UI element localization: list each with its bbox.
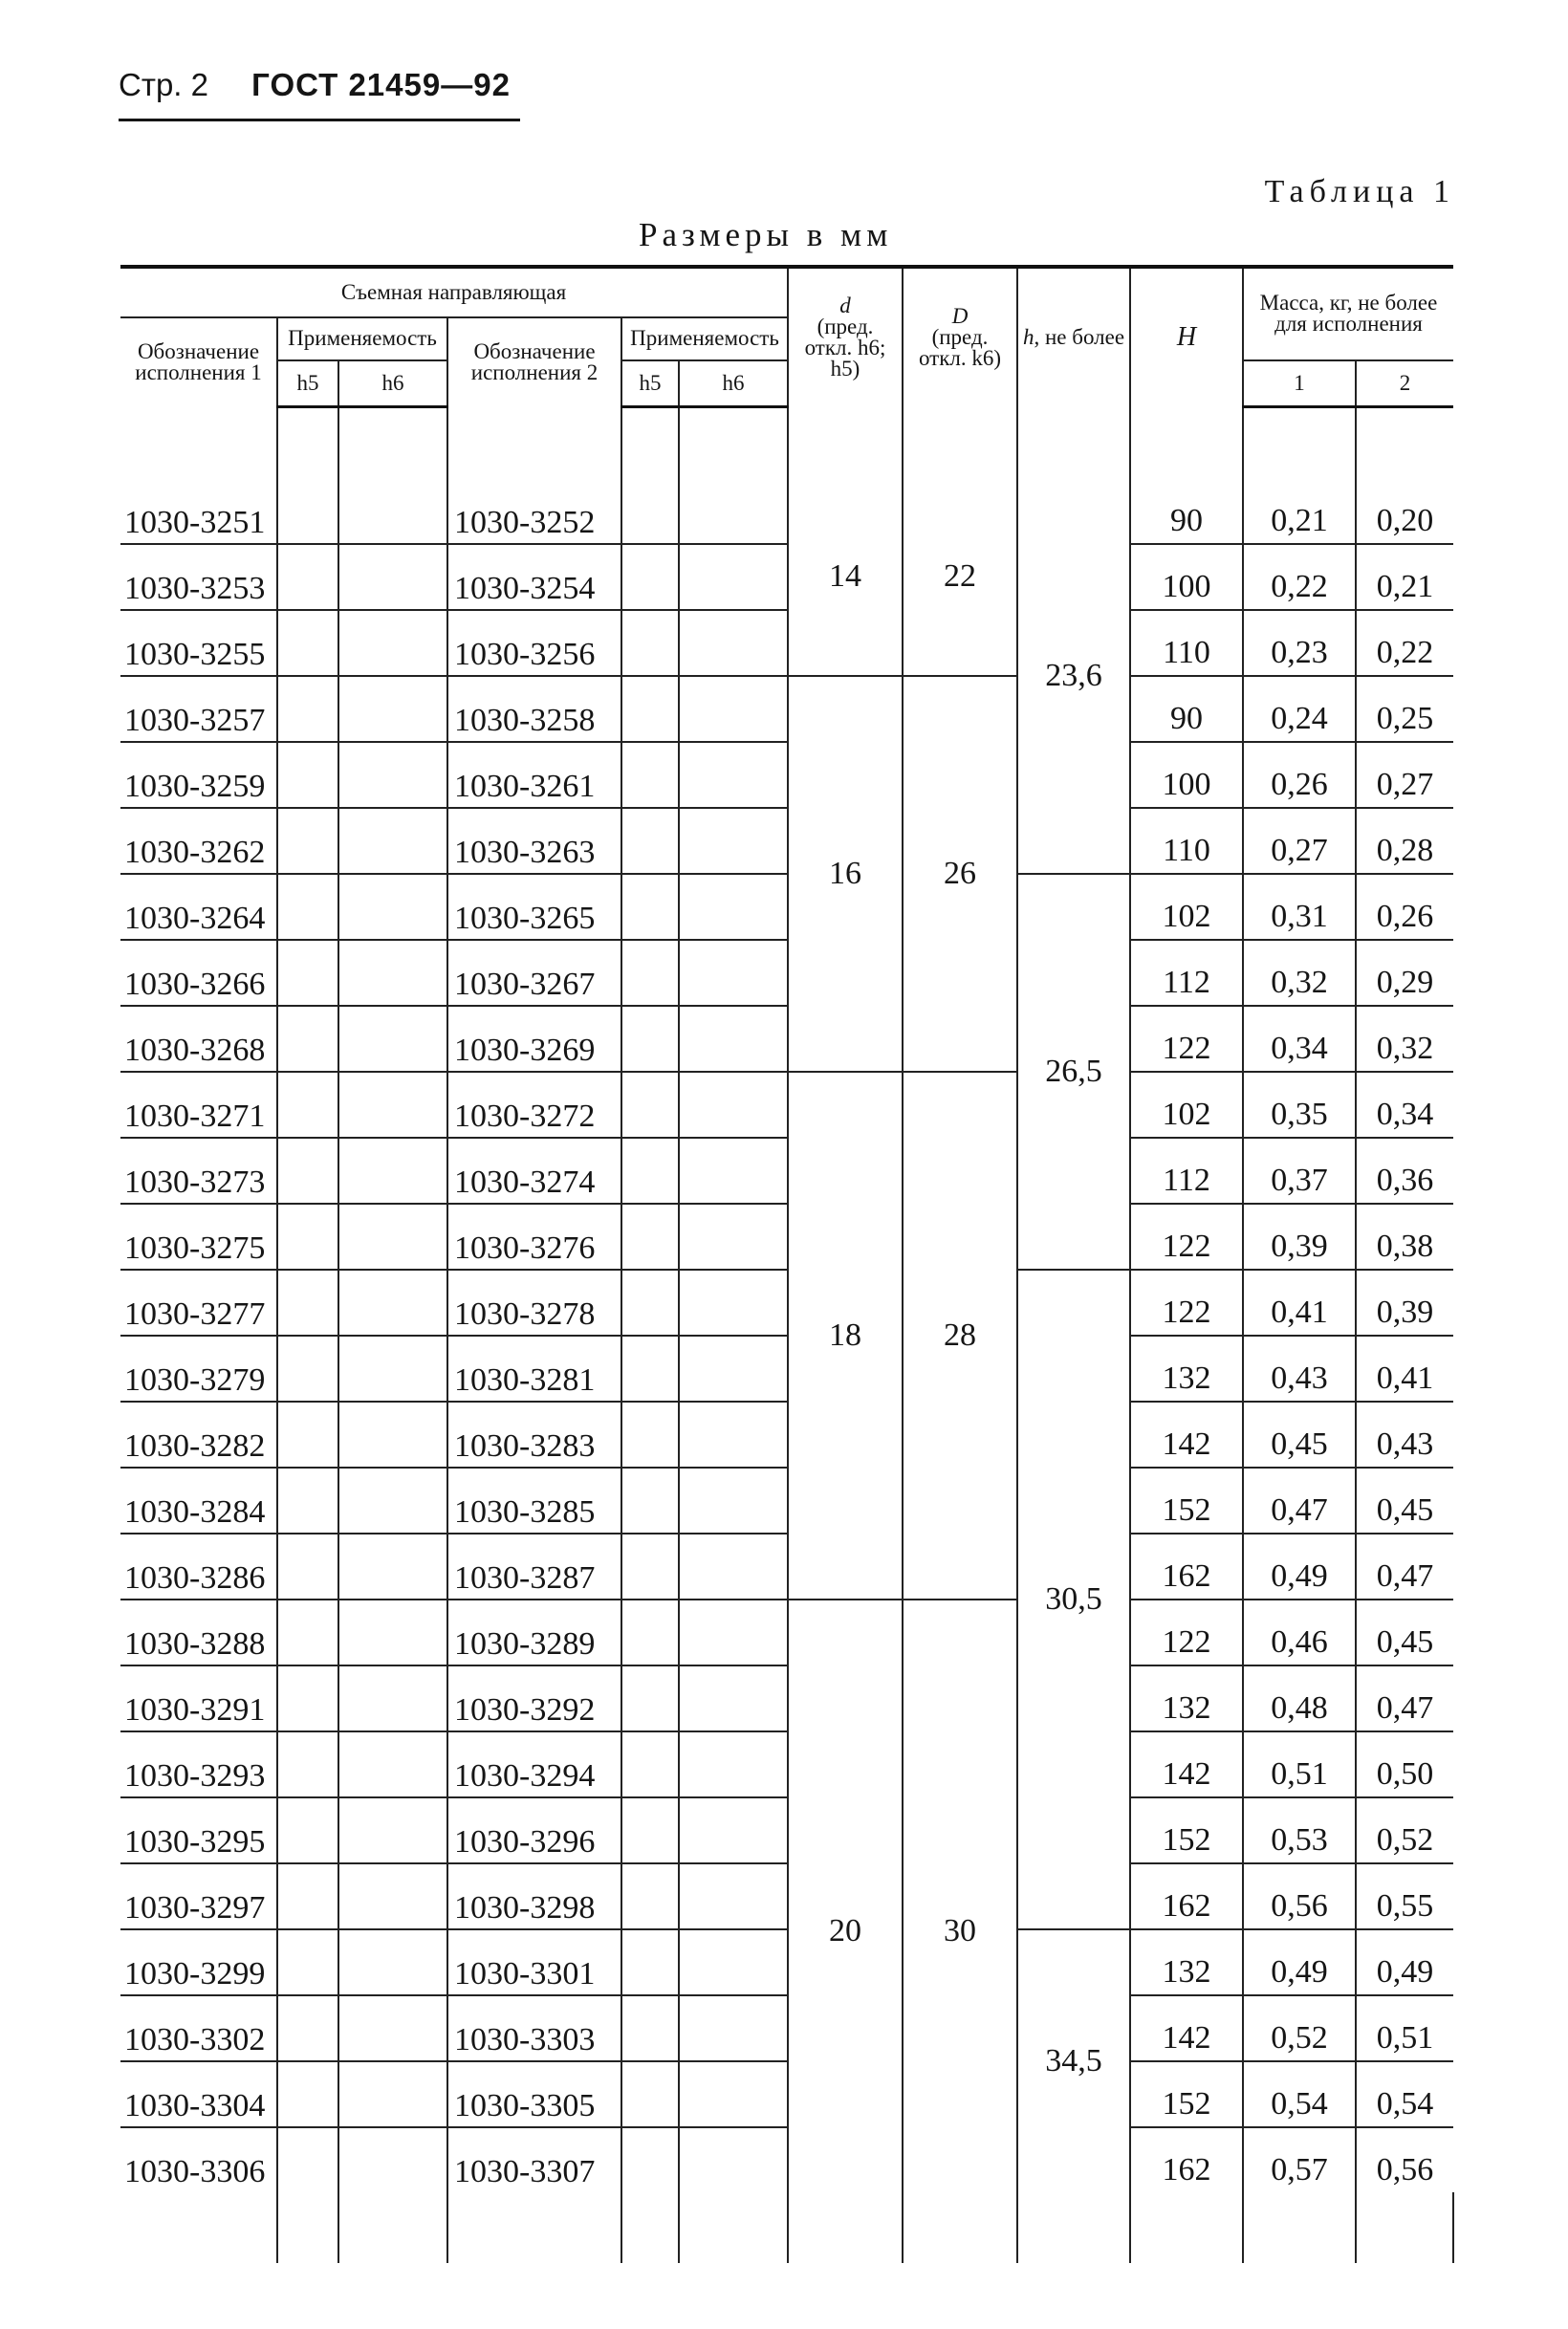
designation-1: 1030-3253 xyxy=(120,544,277,610)
H-value: 132 xyxy=(1130,1929,1243,1995)
mass-2-value: 0,27 xyxy=(1356,742,1453,808)
table-row xyxy=(120,1072,1453,1138)
designation-2: 1030-3252 xyxy=(447,479,621,544)
mass-2-value: 0,34 xyxy=(1356,1072,1453,1138)
designation-1: 1030-3255 xyxy=(120,610,277,676)
designation-1: 1030-3306 xyxy=(124,2153,266,2189)
standard-number: ГОСТ 21459—92 xyxy=(251,67,511,102)
mass-2-value: 0,52 xyxy=(1356,1797,1453,1863)
designation-2: 1030-3307 xyxy=(447,2127,621,2192)
mass-2-value: 0,29 xyxy=(1356,940,1453,1006)
designation-1: 1030-3257 xyxy=(120,676,277,742)
mass-1-value: 0,54 xyxy=(1243,2061,1356,2127)
d-value: 18 xyxy=(788,1072,903,1600)
designation-1: 1030-3266 xyxy=(120,940,277,1006)
mass-1-value: 0,46 xyxy=(1243,1600,1356,1665)
dimensions-table xyxy=(120,265,1453,2263)
H-value: 110 xyxy=(1130,808,1243,874)
designation-2: 1030-3265 xyxy=(447,874,621,940)
h-value: 34,5 xyxy=(1017,1929,1130,2192)
D-value: 30 xyxy=(903,1600,1017,2263)
H-value: 142 xyxy=(1130,1995,1243,2061)
designation-2: 1030-3294 xyxy=(447,1731,621,1797)
table-row xyxy=(120,610,1453,676)
d-value: 14 xyxy=(788,479,903,676)
H-value: 152 xyxy=(1130,1797,1243,1863)
designation-2: 1030-3287 xyxy=(447,1534,621,1600)
mass-1-value: 0,31 xyxy=(1243,874,1356,940)
mass-2-value: 0,21 xyxy=(1356,544,1453,610)
mass-2-value: 0,38 xyxy=(1356,1204,1453,1270)
table-row xyxy=(120,1929,1453,1995)
h-value: 23,6 xyxy=(1017,479,1130,874)
H-value: 90 xyxy=(1130,676,1243,742)
h-value: 26,5 xyxy=(1017,874,1130,1270)
D-value: 28 xyxy=(903,1072,1017,1600)
designation-2: 1030-3274 xyxy=(447,1138,621,1204)
designation-2: 1030-3281 xyxy=(447,1336,621,1402)
H-value: 90 xyxy=(1130,479,1243,544)
H-value: 102 xyxy=(1130,874,1243,940)
H-value: 110 xyxy=(1130,610,1243,676)
page-header xyxy=(119,67,511,103)
designation-2: 1030-3263 xyxy=(447,808,621,874)
d-value: 20 xyxy=(788,1600,903,2263)
D-header: D (пред. откл. k6) xyxy=(903,267,1017,406)
H-value: 122 xyxy=(1130,1006,1243,1072)
designation-1: 1030-3284 xyxy=(120,1468,277,1534)
table-row xyxy=(120,1995,1453,2061)
mass-2-value: 0,41 xyxy=(1356,1336,1453,1402)
h6-header-1: h6 xyxy=(338,360,447,407)
mass-2-value: 0,39 xyxy=(1356,1270,1453,1336)
D-value: 26 xyxy=(903,676,1017,1072)
mass-2-value: 0,32 xyxy=(1356,1006,1453,1072)
mass-2-value: 0,43 xyxy=(1356,1402,1453,1468)
designation-2-header: Обозначение исполнения 2 xyxy=(447,317,621,406)
mass-1-value: 0,52 xyxy=(1243,1995,1356,2061)
designation-1: 1030-3293 xyxy=(120,1731,277,1797)
designation-2: 1030-3256 xyxy=(447,610,621,676)
removable-guide-header: Съемная направляющая xyxy=(120,267,788,317)
H-value: 132 xyxy=(1130,1336,1243,1402)
mass-1-value: 0,27 xyxy=(1243,808,1356,874)
D-value: 22 xyxy=(903,479,1017,676)
mass-1-value: 0,51 xyxy=(1243,1731,1356,1797)
designation-2: 1030-3292 xyxy=(447,1665,621,1731)
table-row xyxy=(120,676,1453,742)
mass-2-header: 2 xyxy=(1356,360,1453,407)
H-value: 162 xyxy=(1130,2127,1243,2192)
table-row xyxy=(120,1600,1453,1665)
mass-2-value: 0,45 xyxy=(1356,1600,1453,1665)
designation-1: 1030-3304 xyxy=(120,2061,277,2127)
mass-1-value: 0,53 xyxy=(1243,1797,1356,1863)
designation-2: 1030-3296 xyxy=(447,1797,621,1863)
mass-1-value: 0,37 xyxy=(1243,1138,1356,1204)
mass-1-value: 0,24 xyxy=(1243,676,1356,742)
mass-1-value: 0,39 xyxy=(1243,1204,1356,1270)
mass-header: Масса, кг, не более для исполнения xyxy=(1243,267,1453,360)
designation-1: 1030-3295 xyxy=(120,1797,277,1863)
units-label: Размеры в мм xyxy=(639,216,893,253)
designation-2: 1030-3289 xyxy=(447,1600,621,1665)
table-row xyxy=(120,2061,1453,2127)
mass-2-value: 0,56 xyxy=(1356,2127,1453,2192)
designation-2: 1030-3305 xyxy=(447,2061,621,2127)
mass-2-value: 0,28 xyxy=(1356,808,1453,874)
designation-2: 1030-3267 xyxy=(447,940,621,1006)
H-value: 122 xyxy=(1130,1600,1243,1665)
designation-1: 1030-3277 xyxy=(120,1270,277,1336)
designation-1: 1030-3282 xyxy=(120,1402,277,1468)
table-row xyxy=(120,1270,1453,1336)
designation-2: 1030-3285 xyxy=(447,1468,621,1534)
mass-1-value: 0,35 xyxy=(1243,1072,1356,1138)
table-row xyxy=(120,1006,1453,1072)
designation-2: 1030-3254 xyxy=(447,544,621,610)
mass-1-header: 1 xyxy=(1243,360,1356,407)
d-header: d (пред. откл. h6; h5) xyxy=(788,267,903,406)
designation-1: 1030-3262 xyxy=(120,808,277,874)
designation-1: 1030-3275 xyxy=(120,1204,277,1270)
mass-1-value: 0,43 xyxy=(1243,1336,1356,1402)
table-row xyxy=(120,1204,1453,1270)
table-row xyxy=(120,1665,1453,1731)
designation-1: 1030-3302 xyxy=(120,1995,277,2061)
designation-1: 1030-3288 xyxy=(120,1600,277,1665)
d-value: 16 xyxy=(788,676,903,1072)
H-value: 112 xyxy=(1130,1138,1243,1204)
h5-header-2: h5 xyxy=(621,360,679,407)
table-row xyxy=(120,544,1453,610)
H-value: 112 xyxy=(1130,940,1243,1006)
table-row xyxy=(120,1138,1453,1204)
mass-1-value: 0,32 xyxy=(1243,940,1356,1006)
designation-1: 1030-3264 xyxy=(120,874,277,940)
table-row xyxy=(120,874,1453,940)
designation-1: 1030-3271 xyxy=(120,1072,277,1138)
designation-2: 1030-3261 xyxy=(447,742,621,808)
designation-1: 1030-3268 xyxy=(120,1006,277,1072)
table-row xyxy=(120,1797,1453,1863)
mass-1-value: 0,21 xyxy=(1243,479,1356,544)
h-value: 30,5 xyxy=(1017,1270,1130,1929)
table-label: Таблица 1 xyxy=(1264,174,1455,209)
mass-1-value: 0,56 xyxy=(1243,1863,1356,1929)
designation-1: 1030-3297 xyxy=(120,1863,277,1929)
designation-2: 1030-3258 xyxy=(447,676,621,742)
mass-2-value: 0,47 xyxy=(1356,1534,1453,1600)
table-row xyxy=(120,742,1453,808)
mass-1-value: 0,23 xyxy=(1243,610,1356,676)
mass-1-value: 0,45 xyxy=(1243,1402,1356,1468)
table-row xyxy=(120,940,1453,1006)
designation-2: 1030-3276 xyxy=(447,1204,621,1270)
H-value: 162 xyxy=(1130,1863,1243,1929)
H-value: 152 xyxy=(1130,1468,1243,1534)
mass-2-value: 0,49 xyxy=(1356,1929,1453,1995)
page-number: Стр. 2 xyxy=(119,67,208,102)
h-header: h, не более xyxy=(1017,267,1130,406)
designation-1: 1030-3299 xyxy=(120,1929,277,1995)
mass-1-value: 0,49 xyxy=(1243,1534,1356,1600)
designation-2: 1030-3278 xyxy=(447,1270,621,1336)
mass-1-value: 0,57 xyxy=(1243,2127,1356,2192)
mass-2-value: 0,22 xyxy=(1356,610,1453,676)
mass-2-value: 0,26 xyxy=(1356,874,1453,940)
table-row xyxy=(120,1468,1453,1534)
mass-2-value: 0,20 xyxy=(1356,479,1453,544)
designation-2: 1030-3298 xyxy=(447,1863,621,1929)
designation-1: 1030-3259 xyxy=(120,742,277,808)
designation-1: 1030-3279 xyxy=(120,1336,277,1402)
mass-1-value: 0,26 xyxy=(1243,742,1356,808)
H-value: 122 xyxy=(1130,1204,1243,1270)
mass-2-value: 0,50 xyxy=(1356,1731,1453,1797)
mass-1-value: 0,41 xyxy=(1243,1270,1356,1336)
mass-1-value: 0,48 xyxy=(1243,1665,1356,1731)
mass-1-value: 0,49 xyxy=(1243,1929,1356,1995)
applicability-2-header: Применяемость xyxy=(621,317,788,360)
applicability-1-header: Применяемость xyxy=(277,317,447,360)
designation-1: 1030-3251 xyxy=(120,479,277,544)
designation-2: 1030-3269 xyxy=(447,1006,621,1072)
table-row xyxy=(120,1336,1453,1402)
mass-1-value: 0,47 xyxy=(1243,1468,1356,1534)
H-value: 132 xyxy=(1130,1665,1243,1731)
table-row xyxy=(120,1863,1453,1929)
H-value: 142 xyxy=(1130,1402,1243,1468)
table-row xyxy=(120,808,1453,874)
mass-2-value: 0,47 xyxy=(1356,1665,1453,1731)
designation-1: 1030-3273 xyxy=(120,1138,277,1204)
designation-1: 1030-3286 xyxy=(120,1534,277,1600)
designation-1-header: Обозначение исполнения 1 xyxy=(135,339,262,384)
mass-1-value: 0,22 xyxy=(1243,544,1356,610)
header-rule xyxy=(119,119,520,121)
designation-1: 1030-3291 xyxy=(120,1665,277,1731)
mass-2-value: 0,25 xyxy=(1356,676,1453,742)
h6-header-2: h6 xyxy=(679,360,788,407)
table-row xyxy=(120,1402,1453,1468)
mass-2-value: 0,51 xyxy=(1356,1995,1453,2061)
mass-2-value: 0,54 xyxy=(1356,2061,1453,2127)
H-header: H xyxy=(1130,267,1243,406)
table-row xyxy=(120,1731,1453,1797)
H-value: 162 xyxy=(1130,1534,1243,1600)
table-row xyxy=(120,2127,1453,2192)
H-value: 142 xyxy=(1130,1731,1243,1797)
designation-2: 1030-3301 xyxy=(447,1929,621,1995)
designation-2: 1030-3303 xyxy=(447,1995,621,2061)
mass-2-value: 0,55 xyxy=(1356,1863,1453,1929)
H-value: 102 xyxy=(1130,1072,1243,1138)
H-value: 100 xyxy=(1130,544,1243,610)
H-value: 152 xyxy=(1130,2061,1243,2127)
h5-header-1: h5 xyxy=(277,360,338,407)
designation-2: 1030-3283 xyxy=(447,1402,621,1468)
mass-2-value: 0,45 xyxy=(1356,1468,1453,1534)
table-row xyxy=(120,479,1453,544)
H-value: 100 xyxy=(1130,742,1243,808)
table-row xyxy=(120,1534,1453,1600)
mass-2-value: 0,36 xyxy=(1356,1138,1453,1204)
designation-2: 1030-3272 xyxy=(447,1072,621,1138)
mass-1-value: 0,34 xyxy=(1243,1006,1356,1072)
H-value: 122 xyxy=(1130,1270,1243,1336)
